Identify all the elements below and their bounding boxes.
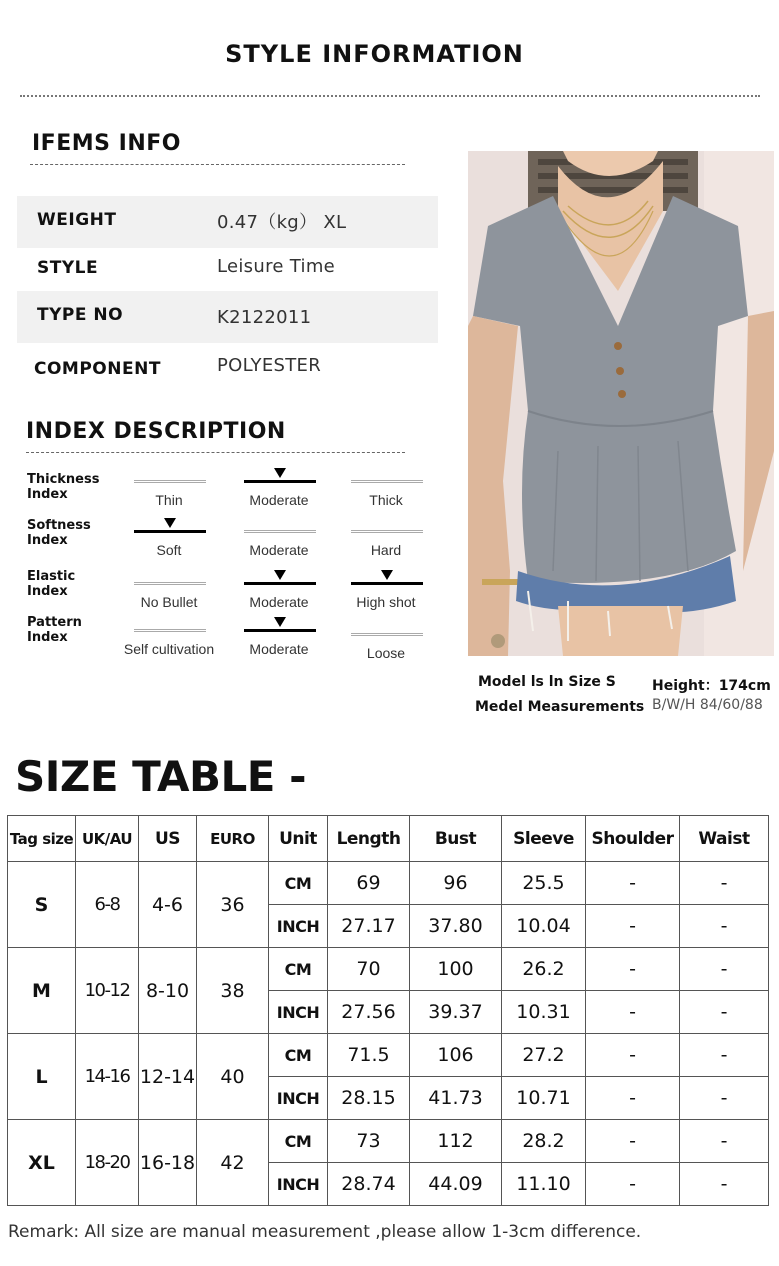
measure-cell: 41.73 — [410, 1077, 502, 1120]
model-illustration — [468, 151, 774, 656]
title-divider — [20, 95, 760, 97]
measure-cell: - — [680, 862, 769, 905]
measure-cell: - — [586, 862, 680, 905]
header-tag-size: Tag size — [8, 816, 76, 862]
unit-cm: CM — [269, 1120, 328, 1163]
measure-cell: 73 — [328, 1120, 410, 1163]
measure-cell: 10.71 — [502, 1077, 586, 1120]
size-euro: 36 — [197, 862, 269, 948]
measure-cell: 100 — [410, 948, 502, 991]
measure-cell: 71.5 — [328, 1034, 410, 1077]
size-label: S — [8, 862, 76, 948]
size-table-title: SIZE TABLE - — [15, 752, 307, 801]
measure-cell: - — [680, 1034, 769, 1077]
index-option-label: High shot — [356, 594, 416, 610]
header-shoulder: Shoulder — [586, 816, 680, 862]
index-option-label: Thin — [155, 492, 183, 508]
size-euro: 38 — [197, 948, 269, 1034]
header-unit: Unit — [269, 816, 328, 862]
measure-cell: - — [586, 905, 680, 948]
header-us: US — [139, 816, 197, 862]
measure-cell: 28.2 — [502, 1120, 586, 1163]
index-option-label: Moderate — [249, 542, 309, 558]
index-marker-selected — [244, 629, 316, 632]
index-marker — [134, 480, 206, 483]
size-table-header — [8, 816, 769, 862]
model-size-text: Model ls ln Size S — [478, 674, 616, 690]
index-marker — [351, 530, 423, 533]
measure-cell: 26.2 — [502, 948, 586, 991]
page-title: STYLE INFORMATION — [225, 40, 524, 68]
measure-cell: - — [586, 948, 680, 991]
unit-inch: INCH — [269, 991, 328, 1034]
measure-cell: 28.74 — [328, 1163, 410, 1206]
size-uk-au: 10-12 — [76, 948, 139, 1034]
size-row-cm — [8, 1120, 769, 1163]
index-marker-selected — [134, 530, 206, 533]
size-row-cm — [8, 862, 769, 905]
index-marker — [351, 633, 423, 636]
size-us: 12-14 — [139, 1034, 197, 1120]
measure-cell: 27.56 — [328, 991, 410, 1034]
index-option-label: No Bullet — [140, 594, 198, 610]
unit-cm: CM — [269, 948, 328, 991]
index-option-label: Moderate — [249, 594, 309, 610]
remark-text: Remark: All size are manual measurement ,please allow 1-3cm difference. — [8, 1222, 642, 1242]
measure-cell: - — [586, 1077, 680, 1120]
index-option-label: Self cultivation — [123, 641, 215, 657]
measure-cell: 96 — [410, 862, 502, 905]
model-height: Height：174cm — [652, 678, 771, 694]
measure-cell: - — [586, 1034, 680, 1077]
index-marker — [134, 582, 206, 585]
index-label: Thickness Index — [27, 472, 100, 502]
size-label: L — [8, 1034, 76, 1120]
measure-cell: 28.15 — [328, 1077, 410, 1120]
unit-inch: INCH — [269, 1077, 328, 1120]
measure-cell: 11.10 — [502, 1163, 586, 1206]
index-marker-selected — [244, 582, 316, 585]
info-row-style — [17, 244, 438, 296]
size-us: 8-10 — [139, 948, 197, 1034]
size-us: 4-6 — [139, 862, 197, 948]
measure-cell: 39.37 — [410, 991, 502, 1034]
size-us: 16-18 — [139, 1120, 197, 1206]
measure-cell: - — [680, 948, 769, 991]
info-label: TYPE NO — [37, 305, 124, 325]
index-label: Softness Index — [27, 518, 91, 548]
header-waist: Waist — [680, 816, 769, 862]
header-bust: Bust — [410, 816, 502, 862]
info-value: 0.47（kg） XL — [217, 212, 347, 233]
index-option-label: Moderate — [249, 492, 309, 508]
info-row-weight — [17, 196, 438, 248]
header-uk-au: UK/AU — [76, 816, 139, 862]
index-description-divider — [26, 452, 405, 453]
size-label: XL — [8, 1120, 76, 1206]
measure-cell: 112 — [410, 1120, 502, 1163]
measure-cell: 69 — [328, 862, 410, 905]
index-option-label: Moderate — [249, 641, 309, 657]
index-marker-selected — [351, 582, 423, 585]
measure-cell: 10.04 — [502, 905, 586, 948]
size-euro: 42 — [197, 1120, 269, 1206]
header-sleeve: Sleeve — [502, 816, 586, 862]
info-label: WEIGHT — [37, 210, 117, 230]
info-label: STYLE — [37, 258, 99, 278]
size-label: M — [8, 948, 76, 1034]
index-marker — [351, 480, 423, 483]
unit-cm: CM — [269, 862, 328, 905]
measure-cell: - — [680, 1120, 769, 1163]
measure-cell: 44.09 — [410, 1163, 502, 1206]
index-option-label: Loose — [366, 645, 406, 661]
size-table-body — [8, 862, 769, 1206]
index-option-label: Thick — [369, 492, 403, 508]
info-label: COMPONENT — [34, 359, 161, 379]
measure-cell: 106 — [410, 1034, 502, 1077]
index-marker — [244, 530, 316, 533]
measure-cell: - — [680, 1077, 769, 1120]
unit-inch: INCH — [269, 1163, 328, 1206]
index-option-label: Hard — [370, 542, 402, 558]
header-euro: EURO — [197, 816, 269, 862]
info-value: K2122011 — [217, 307, 312, 328]
items-info-heading: IFEMS INFO — [32, 131, 181, 156]
info-value: POLYESTER — [217, 355, 322, 376]
measure-cell: 70 — [328, 948, 410, 991]
measure-cell: - — [680, 991, 769, 1034]
unit-inch: INCH — [269, 905, 328, 948]
index-description-heading: INDEX DESCRIPTION — [26, 419, 286, 444]
measure-cell: - — [586, 1120, 680, 1163]
measure-cell: - — [586, 991, 680, 1034]
size-uk-au: 14-16 — [76, 1034, 139, 1120]
info-row-type-no — [17, 291, 438, 343]
model-bwh: B/W/H 84/60/88 — [652, 697, 763, 713]
unit-cm: CM — [269, 1034, 328, 1077]
header-length: Length — [328, 816, 410, 862]
size-row-cm — [8, 1034, 769, 1077]
items-info-divider — [30, 164, 405, 165]
info-value: Leisure Time — [217, 256, 336, 277]
size-uk-au: 18-20 — [76, 1120, 139, 1206]
measure-cell: - — [586, 1163, 680, 1206]
measure-cell: 25.5 — [502, 862, 586, 905]
measure-cell: - — [680, 905, 769, 948]
model-measurements-label: Medel Measurements — [475, 699, 645, 715]
measure-cell: 37.80 — [410, 905, 502, 948]
measure-cell: - — [680, 1163, 769, 1206]
measure-cell: 10.31 — [502, 991, 586, 1034]
info-row-component — [17, 345, 438, 397]
index-label: Elastic Index — [27, 569, 76, 599]
size-euro: 40 — [197, 1034, 269, 1120]
measure-cell: 27.17 — [328, 905, 410, 948]
index-marker-selected — [244, 480, 316, 483]
product-photo — [468, 151, 774, 656]
index-option-label: Soft — [156, 542, 182, 558]
size-row-cm — [8, 948, 769, 991]
index-marker — [134, 629, 206, 632]
index-label: Pattern Index — [27, 615, 82, 645]
size-table — [7, 815, 769, 1206]
size-uk-au: 6-8 — [76, 862, 139, 948]
measure-cell: 27.2 — [502, 1034, 586, 1077]
